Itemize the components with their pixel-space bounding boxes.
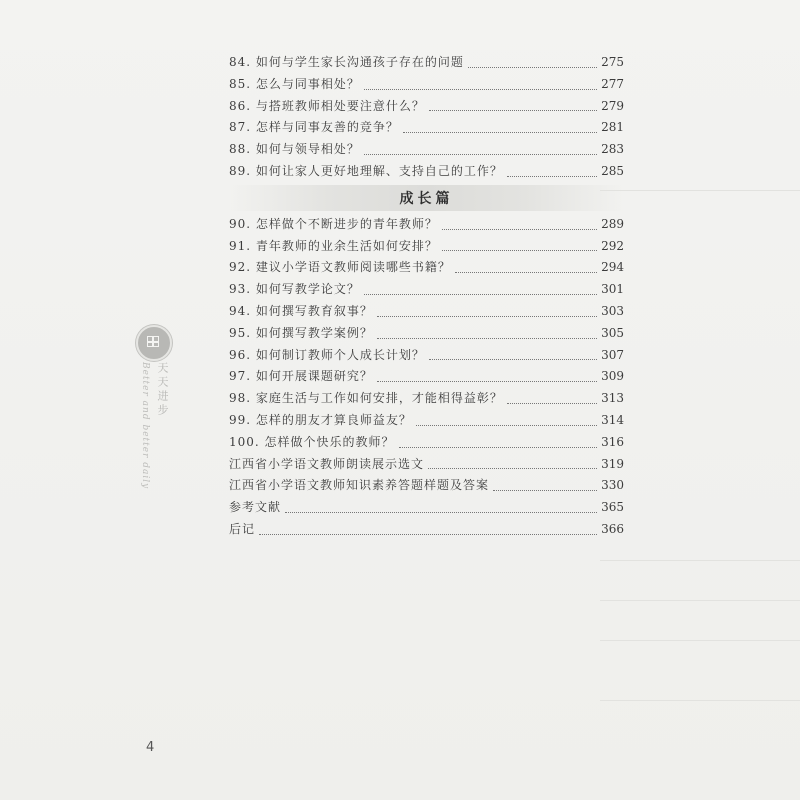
toc-leader-dots [468, 67, 597, 68]
toc-entry-page: 314 [601, 412, 624, 427]
toc-entry-page: 313 [601, 391, 624, 406]
toc-entry-title: 98. 家庭生活与工作如何安排，才能相得益彰？ [229, 391, 503, 406]
toc-entry-title: 89. 如何让家人更好地理解、支持自己的工作？ [229, 163, 503, 178]
toc-entry-title: 94. 如何撰写教育叙事？ [229, 303, 373, 318]
toc-entry [229, 345, 624, 367]
toc-entry-page: 316 [601, 434, 624, 449]
toc-entry-page: 309 [601, 369, 624, 384]
toc-leader-dots [364, 89, 597, 90]
toc-entry [229, 117, 624, 139]
toc-leader-dots [429, 359, 597, 360]
emblem-icon [136, 325, 172, 361]
toc-leader-dots [442, 250, 597, 251]
toc-entry [229, 475, 624, 497]
side-series-subtitle: Better and better daily [140, 362, 150, 490]
toc-entry-title: 88. 如何与领导相处？ [229, 142, 360, 157]
bleed-through-line [600, 700, 800, 701]
bleed-through-line [600, 600, 800, 601]
toc-leader-dots [507, 403, 597, 404]
toc-entry [229, 366, 624, 388]
toc-entry-page: 305 [601, 325, 624, 340]
toc-entry-title: 97. 如何开展课题研究？ [229, 369, 373, 384]
toc-entry [229, 236, 624, 258]
toc-entry [229, 388, 624, 410]
toc-leader-dots [259, 534, 597, 535]
toc-leader-dots [377, 316, 597, 317]
toc-leader-dots [377, 338, 597, 339]
toc-entry-page: 330 [601, 478, 624, 493]
toc-entry-page: 319 [601, 456, 624, 471]
bleed-through-line [600, 640, 800, 641]
toc-entry [229, 301, 624, 323]
toc-leader-dots [493, 490, 597, 491]
toc-entry [229, 96, 624, 118]
toc-entry [229, 52, 624, 74]
toc-entry-title: 85. 怎么与同事相处？ [229, 76, 360, 91]
toc-leader-dots [507, 176, 597, 177]
toc-entry [229, 410, 624, 432]
toc-entry-title: 91. 青年教师的业余生活如何安排？ [229, 238, 438, 253]
table-of-contents [229, 52, 624, 541]
toc-entry-title: 90. 怎样做个不断进步的青年教师？ [229, 216, 438, 231]
toc-entry [229, 214, 624, 236]
toc-entry [229, 519, 624, 541]
toc-entry-title: 参考文献 [229, 500, 282, 515]
toc-leader-dots [429, 110, 597, 111]
side-series-title: 天天进步 [156, 362, 169, 418]
toc-entry [229, 279, 624, 301]
section-header [229, 185, 624, 211]
toc-entry-page: 307 [601, 347, 624, 362]
toc-entry [229, 323, 624, 345]
toc-entry-title: 87. 怎样与同事友善的竞争？ [229, 120, 399, 135]
toc-group-bottom [229, 214, 624, 541]
toc-leader-dots [428, 468, 597, 469]
bleed-through-line [600, 560, 800, 561]
toc-entry [229, 257, 624, 279]
toc-entry-title: 99. 怎样的朋友才算良师益友？ [229, 412, 412, 427]
toc-entry-page: 281 [601, 120, 624, 135]
emblem-glyph [147, 336, 159, 347]
toc-leader-dots [377, 381, 597, 382]
toc-entry-title: 江西省小学语文教师朗读展示选文 [229, 456, 425, 471]
toc-leader-dots [285, 512, 597, 513]
toc-entry-page: 275 [601, 55, 624, 69]
toc-leader-dots [364, 294, 597, 295]
toc-leader-dots [416, 425, 597, 426]
toc-leader-dots [399, 447, 598, 448]
toc-entry-title: 92. 建议小学语文教师阅读哪些书籍？ [229, 260, 451, 275]
toc-entry-page: 277 [601, 76, 624, 91]
toc-group-top [229, 52, 624, 183]
toc-entry-page: 279 [601, 98, 624, 113]
toc-entry-title: 96. 如何制订教师个人成长计划？ [229, 347, 425, 362]
toc-entry-title: 95. 如何撰写教学案例？ [229, 325, 373, 340]
toc-entry-page: 301 [601, 282, 624, 297]
toc-entry [229, 454, 624, 476]
toc-entry-title: 江西省小学语文教师知识素养答题样题及答案 [229, 478, 490, 493]
toc-entry-title: 86. 与搭班教师相处要注意什么？ [229, 98, 425, 113]
toc-leader-dots [364, 154, 597, 155]
toc-entry-page: 289 [601, 216, 624, 231]
toc-entry [229, 432, 624, 454]
toc-entry-title: 100. 怎样做个快乐的教师？ [229, 434, 395, 449]
toc-entry-page: 303 [601, 303, 624, 318]
toc-leader-dots [442, 229, 597, 230]
toc-entry [229, 497, 624, 519]
toc-entry-page: 294 [601, 260, 624, 275]
toc-entry-page: 366 [601, 521, 624, 536]
toc-entry-page: 365 [601, 500, 624, 515]
toc-entry [229, 139, 624, 161]
toc-entry [229, 161, 624, 183]
toc-leader-dots [403, 132, 597, 133]
toc-entry [229, 74, 624, 96]
toc-leader-dots [455, 272, 597, 273]
toc-entry-page: 283 [601, 142, 624, 157]
page-number: 4 [146, 740, 155, 755]
section-title: 成长篇 [399, 190, 454, 207]
toc-entry-page: 292 [601, 238, 624, 253]
bleed-through-line [600, 190, 800, 191]
toc-entry-title: 84. 如何与学生家长沟通孩子存在的问题 [229, 55, 464, 69]
toc-entry-title: 93. 如何写教学论文？ [229, 282, 360, 297]
toc-entry-title: 后记 [229, 521, 256, 536]
toc-entry-page: 285 [601, 163, 624, 178]
